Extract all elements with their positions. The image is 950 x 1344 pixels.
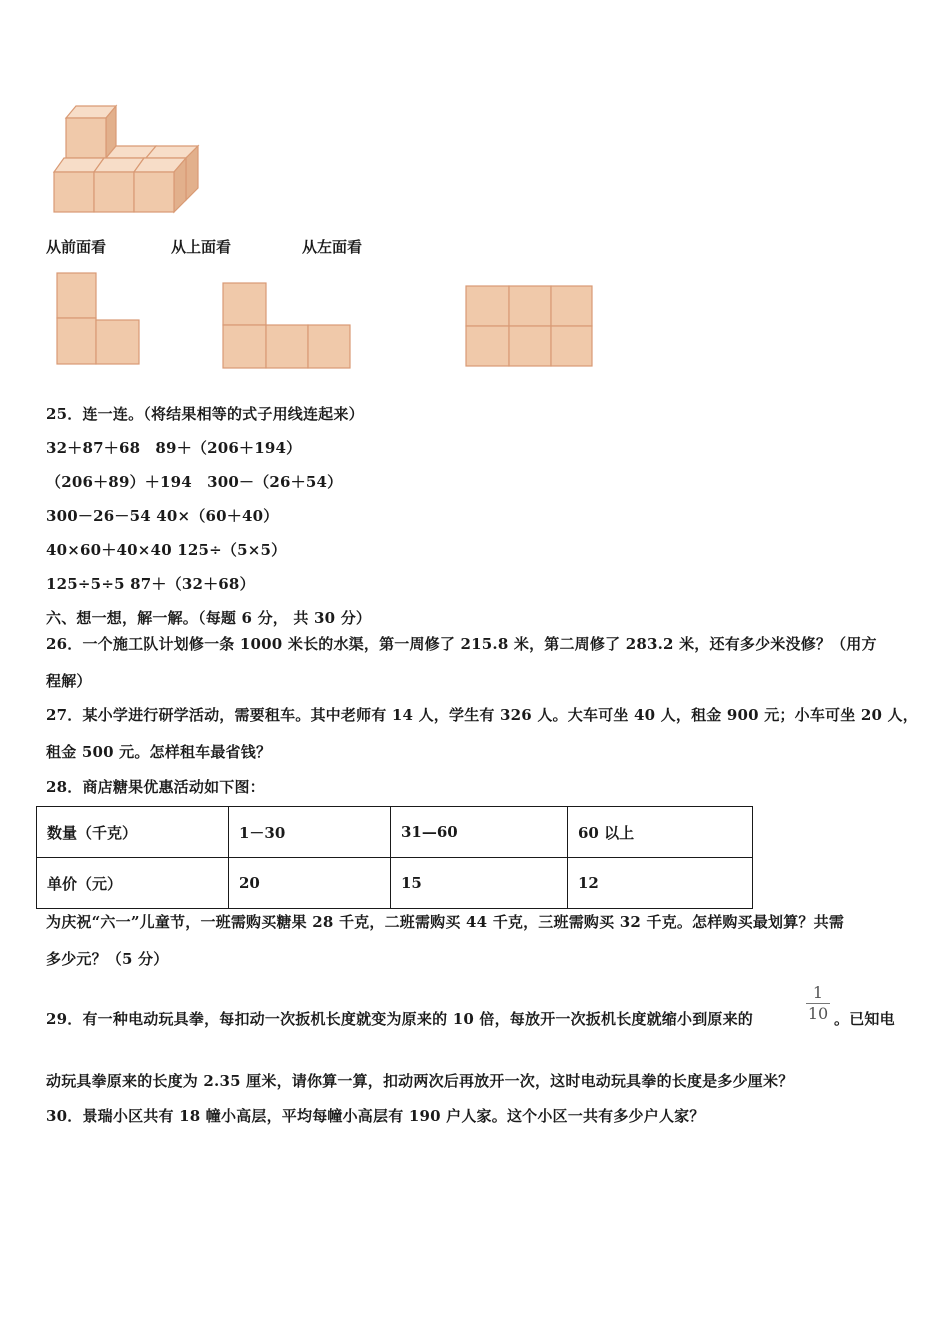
- question-29-line-1-end: 。已知电: [834, 1010, 895, 1028]
- q25-row-3: 300－26－54 40×（60＋40）: [46, 507, 279, 525]
- q25-row-4: 40×60＋40×40 125÷（5×5）: [46, 541, 287, 559]
- table-cell: 31—60: [391, 807, 568, 858]
- candy-price-table: [36, 806, 753, 909]
- table-cell: 单价（元）: [37, 858, 229, 909]
- question-25-title: 25．连一连。（将结果相等的式子用线连起来）: [46, 405, 364, 423]
- left-view-label: 从左面看: [302, 238, 363, 256]
- table-row: [37, 858, 753, 909]
- question-27-line-2: 租金 500 元。怎样租车最省钱？: [46, 743, 272, 761]
- cube-stack-illustration: [48, 100, 208, 218]
- table-row: [37, 807, 753, 858]
- top-view-figure: [222, 282, 352, 370]
- question-27-line-1: 27．某小学进行研学活动，需要租车。其中老师有 14 人，学生有 326 人。大车可坐 40 人，租金 900 元；小车可坐 20 人，: [46, 706, 918, 724]
- top-view-label: 从上面看: [171, 238, 232, 256]
- question-28-line-2: 多少元？（5 分）: [46, 950, 169, 968]
- fraction-denominator: 10: [807, 1004, 829, 1023]
- table-cell: 20: [229, 858, 391, 909]
- question-30-line-1: 30．景瑞小区共有 18 幢小高层，平均每幢小高层有 190 户人家。这个小区一共有多少户人家？: [46, 1107, 705, 1125]
- q25-row-2: （206＋89）＋194 300－（26＋54）: [46, 473, 343, 491]
- question-29-line-1: 29．有一种电动玩具拳，每扣动一次扳机长度就变为原来的 10 倍，每放开一次扳机长度就缩小到原来的: [46, 1010, 753, 1028]
- q25-row-5: 125÷5÷5 87＋（32＋68）: [46, 575, 255, 593]
- question-26-line-1: 26．一个施工队计划修一条 1000 米长的水渠，第一周修了 215.8 米，第二周修了 283.2 米，还有多少米没修？（用方: [46, 635, 877, 653]
- section-6-heading: 六、想一想，解一解。（每题 6 分， 共 30 分）: [46, 609, 372, 627]
- q25-row-1: 32＋87＋68 89＋（206＋194）: [46, 439, 302, 457]
- left-view-figure: [465, 285, 595, 369]
- table-cell: 15: [391, 858, 568, 909]
- fraction-numerator: 1: [812, 983, 824, 1002]
- table-cell: 12: [568, 858, 753, 909]
- question-28-line-1: 为庆祝“六一”儿童节，一班需购买糖果 28 千克，二班需购买 44 千克，三班需购买 32 千克。怎样购买最划算？共需: [46, 913, 845, 931]
- front-view-figure: [56, 272, 142, 366]
- table-cell: 1－30: [229, 807, 391, 858]
- question-28-title: 28．商店糖果优惠活动如下图：: [46, 778, 265, 796]
- front-view-label: 从前面看: [46, 238, 107, 256]
- table-cell: 60 以上: [568, 807, 753, 858]
- fraction-one-tenth: [806, 984, 830, 1023]
- table-cell: 数量（千克）: [37, 807, 229, 858]
- question-29-line-2: 动玩具拳原来的长度为 2.35 厘米，请你算一算，扣动两次后再放开一次，这时电动玩具拳的长度是多少厘米？: [46, 1072, 794, 1090]
- question-26-line-2: 程解）: [46, 672, 92, 690]
